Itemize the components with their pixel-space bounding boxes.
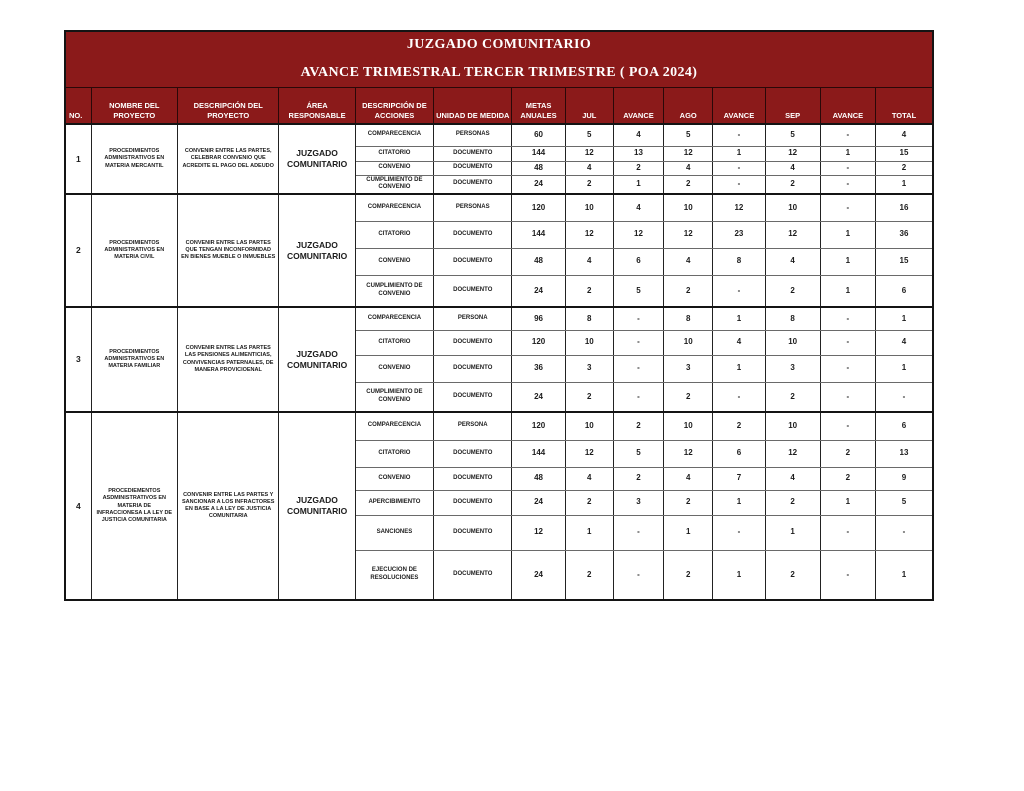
unit-cell: DOCUMENTO (434, 515, 512, 550)
col-header-avance-sep: AVANCE (820, 88, 875, 125)
unit-cell: DOCUMENTO (434, 161, 512, 175)
sep-avance-cell: 2 (820, 467, 875, 490)
unit-cell: PERSONAS (434, 194, 512, 221)
ago-value-cell: 5 (664, 124, 713, 146)
jul-value-cell: 4 (565, 467, 613, 490)
sep-value-cell: 12 (765, 440, 820, 467)
annual-goal-cell: 96 (512, 307, 565, 330)
sep-avance-cell: - (820, 515, 875, 550)
annual-goal-cell: 144 (512, 146, 565, 161)
ago-avance-cell: 1 (713, 550, 765, 600)
project-name-cell: PROCEDIEMENTOS ASDMINISTRATIVOS EN MATERIA DE INFRACCIONESA LA LEY DE JUSTICIA COMUNITARIA (91, 412, 177, 600)
total-cell: 5 (876, 490, 934, 515)
unit-cell: DOCUMENTO (434, 550, 512, 600)
ago-avance-cell: 4 (713, 330, 765, 355)
jul-value-cell: 2 (565, 275, 613, 307)
ago-avance-cell: 23 (713, 221, 765, 248)
action-name-cell: CITATORIO (355, 146, 433, 161)
area-responsable-cell: JUZGADO COMUNITARIO (279, 412, 355, 600)
annual-goal-cell: 48 (512, 467, 565, 490)
sep-avance-cell: 2 (820, 440, 875, 467)
annual-goal-cell: 24 (512, 490, 565, 515)
action-name-cell: CONVENIO (355, 248, 433, 275)
action-row (65, 412, 933, 440)
action-name-cell: EJECUCION DE RESOLUCIONES (355, 550, 433, 600)
project-description-cell: CONVENIR ENTRE LAS PARTES QUE TENGAN INCONFORMIDAD EN BIENES MUEBLE O INMUEBLES (177, 194, 278, 307)
total-cell: - (876, 515, 934, 550)
annual-goal-cell: 36 (512, 355, 565, 382)
jul-avance-cell: 5 (613, 440, 663, 467)
unit-cell: PERSONA (434, 307, 512, 330)
sep-value-cell: 3 (765, 355, 820, 382)
jul-avance-cell: 4 (613, 124, 663, 146)
action-name-cell: COMPARECENCIA (355, 194, 433, 221)
ago-value-cell: 12 (664, 221, 713, 248)
annual-goal-cell: 120 (512, 330, 565, 355)
sep-avance-cell: - (820, 382, 875, 412)
total-cell: 1 (876, 307, 934, 330)
jul-value-cell: 1 (565, 515, 613, 550)
ago-avance-cell: 7 (713, 467, 765, 490)
subtitle-bar (65, 58, 933, 88)
ago-value-cell: 4 (664, 467, 713, 490)
annual-goal-cell: 24 (512, 550, 565, 600)
ago-value-cell: 10 (664, 194, 713, 221)
unit-cell: DOCUMENTO (434, 382, 512, 412)
col-header-jul: JUL (565, 88, 613, 125)
col-header-unidad-de-medida: UNIDAD DE MEDIDA (434, 88, 512, 125)
jul-value-cell: 10 (565, 194, 613, 221)
ago-avance-cell: 12 (713, 194, 765, 221)
ago-value-cell: 3 (664, 355, 713, 382)
sep-value-cell: 4 (765, 467, 820, 490)
sep-avance-cell: 1 (820, 275, 875, 307)
total-cell: 6 (876, 412, 934, 440)
total-cell: 6 (876, 275, 934, 307)
sep-avance-cell: - (820, 307, 875, 330)
sep-value-cell: 10 (765, 194, 820, 221)
ago-value-cell: 12 (664, 146, 713, 161)
annual-goal-cell: 24 (512, 175, 565, 194)
ago-value-cell: 4 (664, 248, 713, 275)
unit-cell: DOCUMENTO (434, 175, 512, 194)
jul-avance-cell: - (613, 382, 663, 412)
action-name-cell: CONVENIO (355, 161, 433, 175)
jul-avance-cell: - (613, 307, 663, 330)
action-row (65, 307, 933, 330)
col-header-total: TOTAL (876, 88, 934, 125)
ago-avance-cell: 6 (713, 440, 765, 467)
jul-avance-cell: 2 (613, 412, 663, 440)
project-description-cell: CONVENIR ENTRE LAS PARTES LAS PENSIONES ALIMENTICIAS, CONVIVENCIAS PATERNALES, DE MANERA PROVICIOENAL (177, 307, 278, 412)
ago-avance-cell: 1 (713, 146, 765, 161)
poa-report-table (64, 30, 934, 601)
annual-goal-cell: 24 (512, 382, 565, 412)
project-name-cell: PROCEDIMIENTOS ADMINISTRATIVOS EN MATERIA CIVIL (91, 194, 177, 307)
annual-goal-cell: 24 (512, 275, 565, 307)
total-cell: - (876, 382, 934, 412)
action-name-cell: CITATORIO (355, 221, 433, 248)
ago-value-cell: 4 (664, 161, 713, 175)
total-cell: 9 (876, 467, 934, 490)
sep-value-cell: 4 (765, 248, 820, 275)
unit-cell: DOCUMENTO (434, 330, 512, 355)
jul-avance-cell: 3 (613, 490, 663, 515)
sep-value-cell: 2 (765, 490, 820, 515)
sep-avance-cell: 1 (820, 146, 875, 161)
total-cell: 15 (876, 146, 934, 161)
jul-value-cell: 2 (565, 490, 613, 515)
annual-goal-cell: 48 (512, 248, 565, 275)
total-cell: 13 (876, 440, 934, 467)
jul-value-cell: 12 (565, 440, 613, 467)
sep-avance-cell: 1 (820, 490, 875, 515)
action-name-cell: CUMPLIMIENTO DE CONVENIO (355, 175, 433, 194)
unit-cell: DOCUMENTO (434, 467, 512, 490)
sep-value-cell: 12 (765, 221, 820, 248)
ago-avance-cell: - (713, 175, 765, 194)
annual-goal-cell: 144 (512, 221, 565, 248)
action-name-cell: CUMPLIMIENTO DE CONVENIO (355, 382, 433, 412)
project-name-cell: PROCEDIMIENTOS ADMINISTRATIVOS EN MATERIA MERCANTIL (91, 124, 177, 194)
annual-goal-cell: 120 (512, 194, 565, 221)
annual-goal-cell: 12 (512, 515, 565, 550)
action-name-cell: COMPARECENCIA (355, 307, 433, 330)
action-row (65, 194, 933, 221)
project-description-cell: CONVENIR ENTRE LAS PARTES, CELEBRAR CONVENIO QUE ACREDITE EL PAGO DEL ADEUDO (177, 124, 278, 194)
annual-goal-cell: 60 (512, 124, 565, 146)
ago-avance-cell: 1 (713, 355, 765, 382)
sep-value-cell: 2 (765, 175, 820, 194)
sep-avance-cell: - (820, 124, 875, 146)
table-head (65, 31, 933, 124)
total-cell: 15 (876, 248, 934, 275)
jul-value-cell: 4 (565, 161, 613, 175)
column-header-row (65, 88, 933, 125)
action-name-cell: APERCIBIMIENTO (355, 490, 433, 515)
sep-value-cell: 10 (765, 412, 820, 440)
sep-avance-cell: - (820, 330, 875, 355)
sep-value-cell: 1 (765, 515, 820, 550)
report-subtitle: AVANCE TRIMESTRAL TERCER TRIMESTRE ( POA 2024) (65, 58, 933, 88)
ago-avance-cell: 2 (713, 412, 765, 440)
sep-avance-cell: - (820, 194, 875, 221)
ago-value-cell: 10 (664, 412, 713, 440)
total-cell: 16 (876, 194, 934, 221)
sep-value-cell: 5 (765, 124, 820, 146)
sep-avance-cell: - (820, 550, 875, 600)
table-body (65, 124, 933, 600)
sep-avance-cell: - (820, 175, 875, 194)
action-name-cell: SANCIONES (355, 515, 433, 550)
total-cell: 1 (876, 175, 934, 194)
total-cell: 36 (876, 221, 934, 248)
unit-cell: DOCUMENTO (434, 355, 512, 382)
ago-avance-cell: - (713, 161, 765, 175)
col-header-ago: AGO (664, 88, 713, 125)
sep-avance-cell: 1 (820, 221, 875, 248)
report-title: JUZGADO COMUNITARIO (65, 31, 933, 58)
project-no-cell: 1 (65, 124, 91, 194)
ago-value-cell: 12 (664, 440, 713, 467)
jul-value-cell: 12 (565, 146, 613, 161)
ago-value-cell: 2 (664, 275, 713, 307)
action-name-cell: CITATORIO (355, 440, 433, 467)
sep-avance-cell: - (820, 355, 875, 382)
ago-value-cell: 1 (664, 515, 713, 550)
unit-cell: DOCUMENTO (434, 146, 512, 161)
action-name-cell: CONVENIO (355, 355, 433, 382)
jul-value-cell: 2 (565, 550, 613, 600)
action-name-cell: CONVENIO (355, 467, 433, 490)
action-name-cell: CITATORIO (355, 330, 433, 355)
annual-goal-cell: 120 (512, 412, 565, 440)
jul-avance-cell: 12 (613, 221, 663, 248)
unit-cell: DOCUMENTO (434, 248, 512, 275)
project-no-cell: 2 (65, 194, 91, 307)
area-responsable-cell: JUZGADO COMUNITARIO (279, 124, 355, 194)
jul-value-cell: 5 (565, 124, 613, 146)
ago-value-cell: 2 (664, 382, 713, 412)
ago-avance-cell: 1 (713, 490, 765, 515)
jul-avance-cell: 13 (613, 146, 663, 161)
project-no-cell: 3 (65, 307, 91, 412)
project-no-cell: 4 (65, 412, 91, 600)
unit-cell: PERSONA (434, 412, 512, 440)
unit-cell: DOCUMENTO (434, 275, 512, 307)
col-header-sep: SEP (765, 88, 820, 125)
jul-value-cell: 8 (565, 307, 613, 330)
unit-cell: DOCUMENTO (434, 490, 512, 515)
ago-avance-cell: 8 (713, 248, 765, 275)
total-cell: 2 (876, 161, 934, 175)
total-cell: 1 (876, 355, 934, 382)
action-name-cell: CUMPLIMIENTO DE CONVENIO (355, 275, 433, 307)
unit-cell: PERSONAS (434, 124, 512, 146)
project-description-cell: CONVENIR ENTRE LAS PARTES Y SANCIONAR A LOS INFRACTORES EN BASE A LA LEY DE JUSTICIA COMUNITARIA (177, 412, 278, 600)
unit-cell: DOCUMENTO (434, 440, 512, 467)
sep-value-cell: 8 (765, 307, 820, 330)
total-cell: 4 (876, 330, 934, 355)
sep-avance-cell: - (820, 412, 875, 440)
jul-value-cell: 10 (565, 330, 613, 355)
ago-value-cell: 2 (664, 490, 713, 515)
jul-avance-cell: 2 (613, 161, 663, 175)
action-row (65, 124, 933, 146)
col-header-descripcion-del-proyecto: DESCRIPCIÓN DEL PROYECTO (177, 88, 278, 125)
ago-value-cell: 2 (664, 175, 713, 194)
sep-value-cell: 10 (765, 330, 820, 355)
action-name-cell: COMPARECENCIA (355, 124, 433, 146)
jul-avance-cell: - (613, 550, 663, 600)
ago-avance-cell: - (713, 124, 765, 146)
jul-value-cell: 2 (565, 175, 613, 194)
jul-avance-cell: 4 (613, 194, 663, 221)
jul-avance-cell: - (613, 515, 663, 550)
ago-value-cell: 2 (664, 550, 713, 600)
jul-value-cell: 12 (565, 221, 613, 248)
title-bar (65, 31, 933, 58)
ago-avance-cell: - (713, 382, 765, 412)
sep-value-cell: 2 (765, 550, 820, 600)
sep-value-cell: 2 (765, 382, 820, 412)
area-responsable-cell: JUZGADO COMUNITARIO (279, 194, 355, 307)
ago-value-cell: 8 (664, 307, 713, 330)
action-name-cell: COMPARECENCIA (355, 412, 433, 440)
ago-avance-cell: 1 (713, 307, 765, 330)
total-cell: 1 (876, 550, 934, 600)
jul-avance-cell: 2 (613, 467, 663, 490)
col-header-no: NO. (65, 88, 91, 125)
area-responsable-cell: JUZGADO COMUNITARIO (279, 307, 355, 412)
annual-goal-cell: 48 (512, 161, 565, 175)
col-header-avance-ago: AVANCE (713, 88, 765, 125)
sep-avance-cell: 1 (820, 248, 875, 275)
total-cell: 4 (876, 124, 934, 146)
col-header-descripcion-de-acciones: DESCRIPCIÓN DE ACCIONES (355, 88, 433, 125)
jul-avance-cell: - (613, 355, 663, 382)
jul-value-cell: 2 (565, 382, 613, 412)
jul-avance-cell: 5 (613, 275, 663, 307)
col-header-avance-jul: AVANCE (613, 88, 663, 125)
col-header-area-responsable: ÁREA RESPONSABLE (279, 88, 355, 125)
jul-value-cell: 10 (565, 412, 613, 440)
sep-avance-cell: - (820, 161, 875, 175)
sep-value-cell: 2 (765, 275, 820, 307)
ago-avance-cell: - (713, 515, 765, 550)
col-header-metas-anuales: METAS ANUALES (512, 88, 565, 125)
jul-avance-cell: 1 (613, 175, 663, 194)
unit-cell: DOCUMENTO (434, 221, 512, 248)
sep-value-cell: 4 (765, 161, 820, 175)
project-name-cell: PROCEDIMIENTOS ADMINISTRATIVOS EN MATERIA FAMILIAR (91, 307, 177, 412)
jul-value-cell: 4 (565, 248, 613, 275)
sep-value-cell: 12 (765, 146, 820, 161)
ago-value-cell: 10 (664, 330, 713, 355)
jul-value-cell: 3 (565, 355, 613, 382)
annual-goal-cell: 144 (512, 440, 565, 467)
ago-avance-cell: - (713, 275, 765, 307)
jul-avance-cell: - (613, 330, 663, 355)
jul-avance-cell: 6 (613, 248, 663, 275)
col-header-nombre-del-proyecto: NOMBRE DEL PROYECTO (91, 88, 177, 125)
